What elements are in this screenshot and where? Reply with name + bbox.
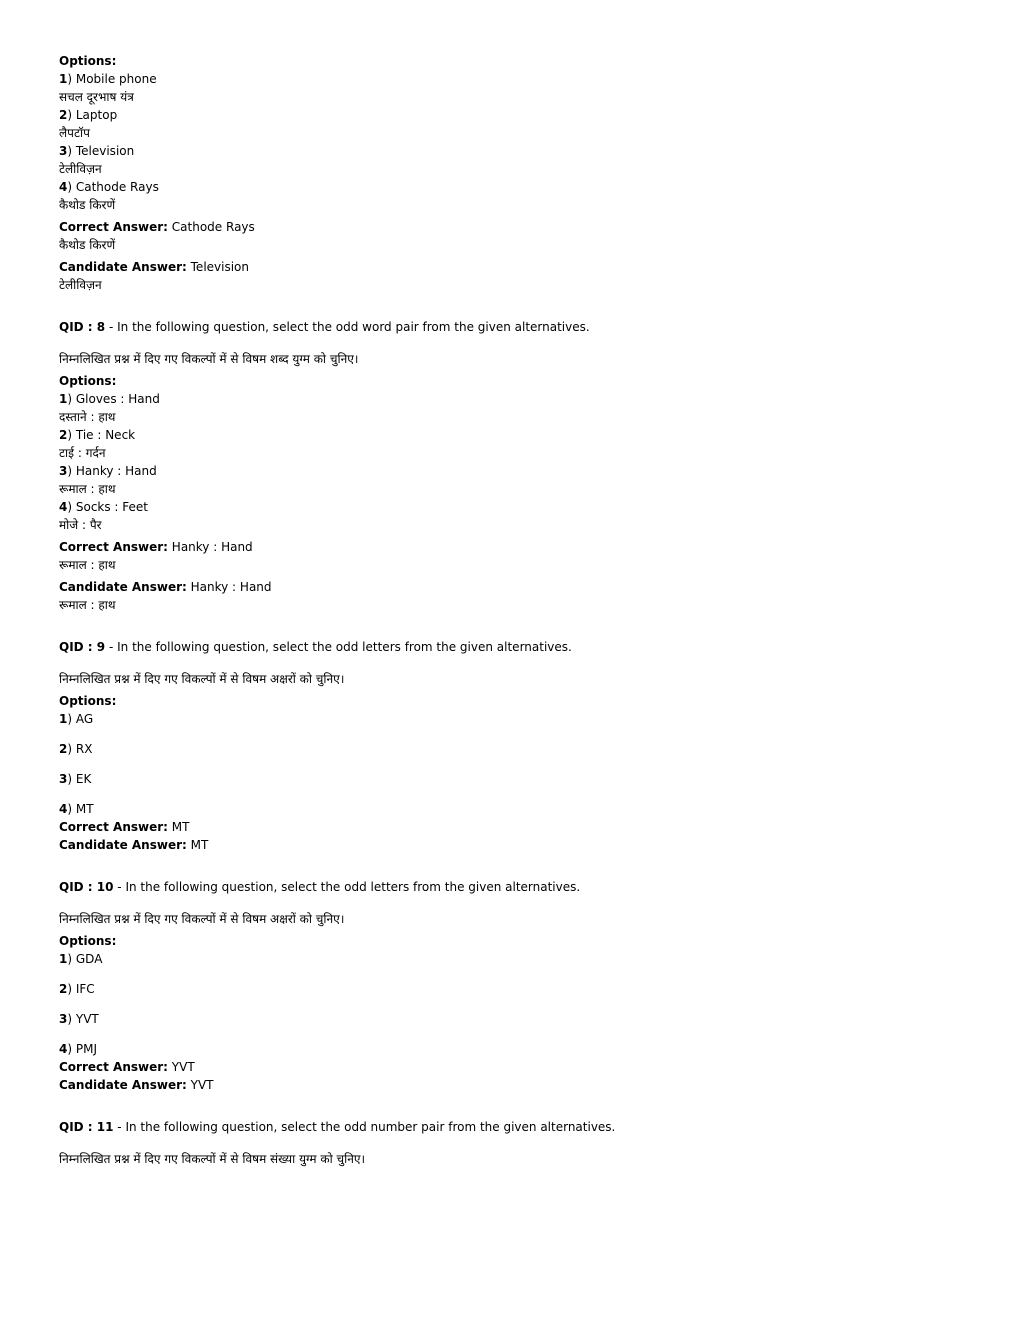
- option-4: 4) PMJ: [59, 1042, 97, 1056]
- question-9-block: [59, 638, 979, 854]
- option-3: 3) Television: [59, 144, 135, 158]
- option-2: 2) Laptop: [59, 108, 118, 122]
- option-1: 1) Mobile phone: [59, 72, 157, 86]
- option-3-hindi: टेलीविज़न: [59, 162, 102, 176]
- option-3-hindi: रूमाल : हाथ: [59, 482, 116, 496]
- candidate-answer: Candidate Answer: Television: [59, 260, 249, 274]
- correct-answer: Correct Answer: MT: [59, 820, 190, 834]
- option-3: 3) Hanky : Hand: [59, 464, 157, 478]
- option-3: 3) YVT: [59, 1012, 99, 1026]
- options-heading: Options:: [59, 934, 117, 948]
- options-heading: Options:: [59, 374, 117, 388]
- option-1: 1) GDA: [59, 952, 103, 966]
- options-heading: Options:: [59, 54, 117, 68]
- question-text: QID : 8 - In the following question, select the odd word pair from the given alternatives.: [59, 320, 590, 334]
- option-2-hindi: टाई : गर्दन: [59, 446, 106, 460]
- option-2: 2) IFC: [59, 982, 95, 996]
- candidate-answer-hindi: रूमाल : हाथ: [59, 598, 116, 612]
- question-text-hindi: निम्नलिखित प्रश्न में दिए गए विकल्पों में से विषम संख्या युग्म को चुनिए।: [59, 1152, 366, 1166]
- option-2: 2) RX: [59, 742, 93, 756]
- question-text: QID : 11 - In the following question, select the odd number pair from the given alternatives.: [59, 1120, 616, 1134]
- correct-answer-hindi: रूमाल : हाथ: [59, 558, 116, 572]
- candidate-answer: Candidate Answer: YVT: [59, 1078, 214, 1092]
- candidate-answer: Candidate Answer: Hanky : Hand: [59, 580, 272, 594]
- question-11-block: [59, 1118, 979, 1168]
- option-4: 4) MT: [59, 802, 94, 816]
- question-7-block: [59, 52, 979, 294]
- option-1-hindi: सचल दूरभाष यंत्र: [59, 90, 134, 104]
- option-1: 1) Gloves : Hand: [59, 392, 160, 406]
- document-page: [59, 52, 979, 1168]
- candidate-answer-hindi: टेलीविज़न: [59, 278, 102, 292]
- option-1-hindi: दस्ताने : हाथ: [59, 410, 116, 424]
- option-3: 3) EK: [59, 772, 92, 786]
- question-text: QID : 9 - In the following question, select the odd letters from the given alternatives.: [59, 640, 572, 654]
- option-2: 2) Tie : Neck: [59, 428, 136, 442]
- correct-answer: Correct Answer: Hanky : Hand: [59, 540, 253, 554]
- option-4: 4) Socks : Feet: [59, 500, 149, 514]
- option-4-hindi: कैथोड किरणें: [59, 198, 116, 212]
- question-text-hindi: निम्नलिखित प्रश्न में दिए गए विकल्पों में से विषम अक्षरों को चुनिए।: [59, 672, 345, 686]
- question-8-block: [59, 318, 979, 614]
- correct-answer: Correct Answer: Cathode Rays: [59, 220, 255, 234]
- question-text: QID : 10 - In the following question, select the odd letters from the given alternatives.: [59, 880, 581, 894]
- question-text-hindi: निम्नलिखित प्रश्न में दिए गए विकल्पों में से विषम अक्षरों को चुनिए।: [59, 912, 345, 926]
- question-10-block: [59, 878, 979, 1094]
- correct-answer-hindi: कैथोड किरणें: [59, 238, 116, 252]
- options-heading: Options:: [59, 694, 117, 708]
- option-4: 4) Cathode Rays: [59, 180, 159, 194]
- correct-answer: Correct Answer: YVT: [59, 1060, 195, 1074]
- option-2-hindi: लैपटॉप: [59, 126, 90, 140]
- question-text-hindi: निम्नलिखित प्रश्न में दिए गए विकल्पों में से विषम शब्द युग्म को चुनिए।: [59, 352, 359, 366]
- option-4-hindi: मोजे : पैर: [59, 518, 102, 532]
- option-1: 1) AG: [59, 712, 94, 726]
- candidate-answer: Candidate Answer: MT: [59, 838, 209, 852]
